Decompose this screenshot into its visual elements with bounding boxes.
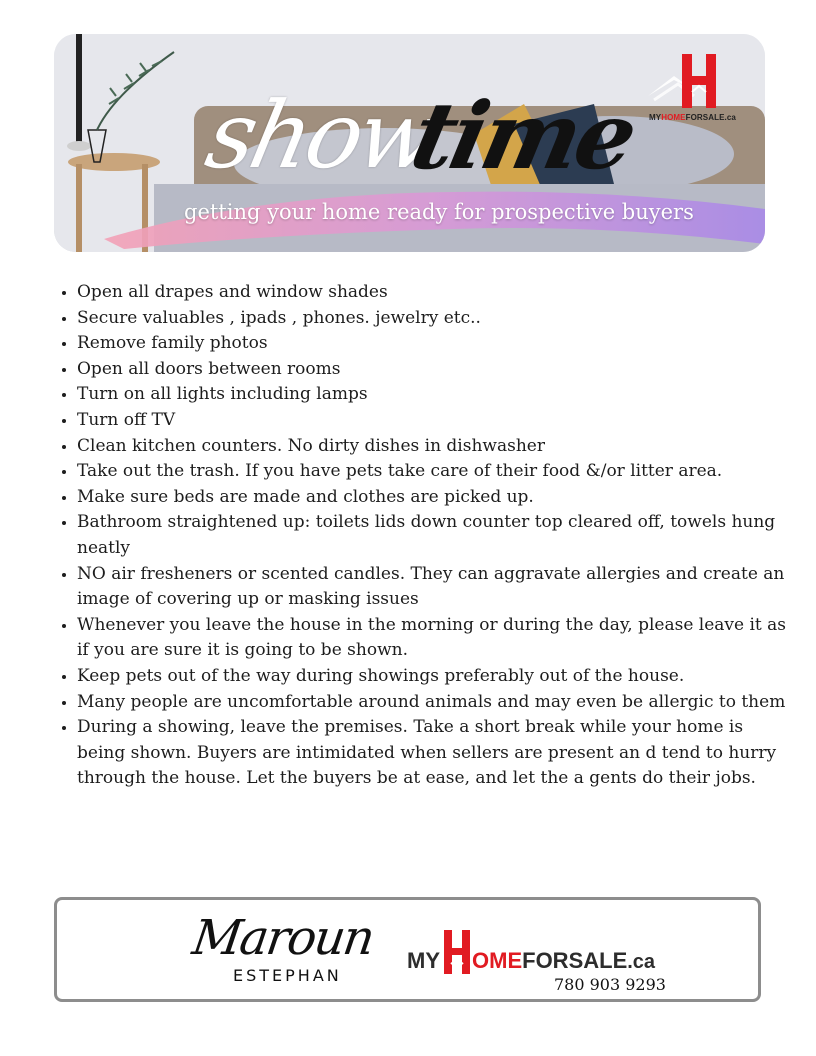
list-item: • Secure valuables , ipads , phones. jewelry etc.. (77, 306, 787, 332)
list-item: • During a showing, leave the premises. Take a short break while your home is being shown. Buyers are intimidated when sellers are present an d tend to hurry through the house. Let the buyers be at ease, and let the a gents do their jobs. (77, 715, 787, 792)
brand-wordmark (407, 930, 655, 974)
list-item: • Many people are uncomfortable around animals and may even be allergic to them (77, 690, 787, 716)
signature-first-name: Maroun (189, 910, 377, 966)
title-time: time (402, 82, 643, 190)
list-item: • Bathroom straightened up: toilets lids down counter top cleared off, towels hung neatly (77, 510, 787, 561)
brand-h-icon (442, 930, 472, 974)
footer-card (54, 897, 761, 1002)
list-item: • Clean kitchen counters. No dirty dishes in dishwasher (77, 434, 787, 460)
lamp (76, 34, 82, 144)
title-show: show (197, 82, 446, 189)
signature-last-name: ESTEPHAN (233, 966, 342, 985)
brand-my: MY (407, 948, 440, 973)
list-item: • Make sure beds are made and clothes are picked up. (77, 485, 787, 511)
list-item: • Keep pets out of the way during showings preferably out of the house. (77, 664, 787, 690)
list-item: • NO air fresheners or scented candles. They can aggravate allergies and create an image of covering up or masking issues (77, 562, 787, 613)
myhomeforsale-logo (644, 50, 754, 130)
phone-number: 780 903 9293 (554, 975, 666, 994)
showing-tips-list (56, 280, 787, 792)
list-item: • Turn off TV (77, 408, 787, 434)
agent-signature (189, 910, 377, 994)
brand-ome: OME (472, 948, 523, 973)
list-item: • Open all doors between rooms (77, 357, 787, 383)
brand-ca: .ca (627, 951, 656, 973)
list-item: • Take out the trash. If you have pets take care of their food &/or litter area. (77, 459, 787, 485)
list-item: • Open all drapes and window shades (77, 280, 787, 306)
house-h-icon (644, 50, 754, 112)
showtime-title (197, 76, 643, 206)
brand-forsale: FORSALE (522, 948, 628, 973)
hero-banner (54, 34, 765, 252)
list-item: • Whenever you leave the house in the morning or during the day, please leave it as if you are sure it is going to be shown. (77, 613, 787, 664)
hero-subtitle: getting your home ready for prospective buyers (184, 200, 694, 224)
list-item: • Remove family photos (77, 331, 787, 357)
list-item: • Turn on all lights including lamps (77, 382, 787, 408)
logo-wordmark: MYHOMEFORSALE.ca (649, 113, 736, 122)
